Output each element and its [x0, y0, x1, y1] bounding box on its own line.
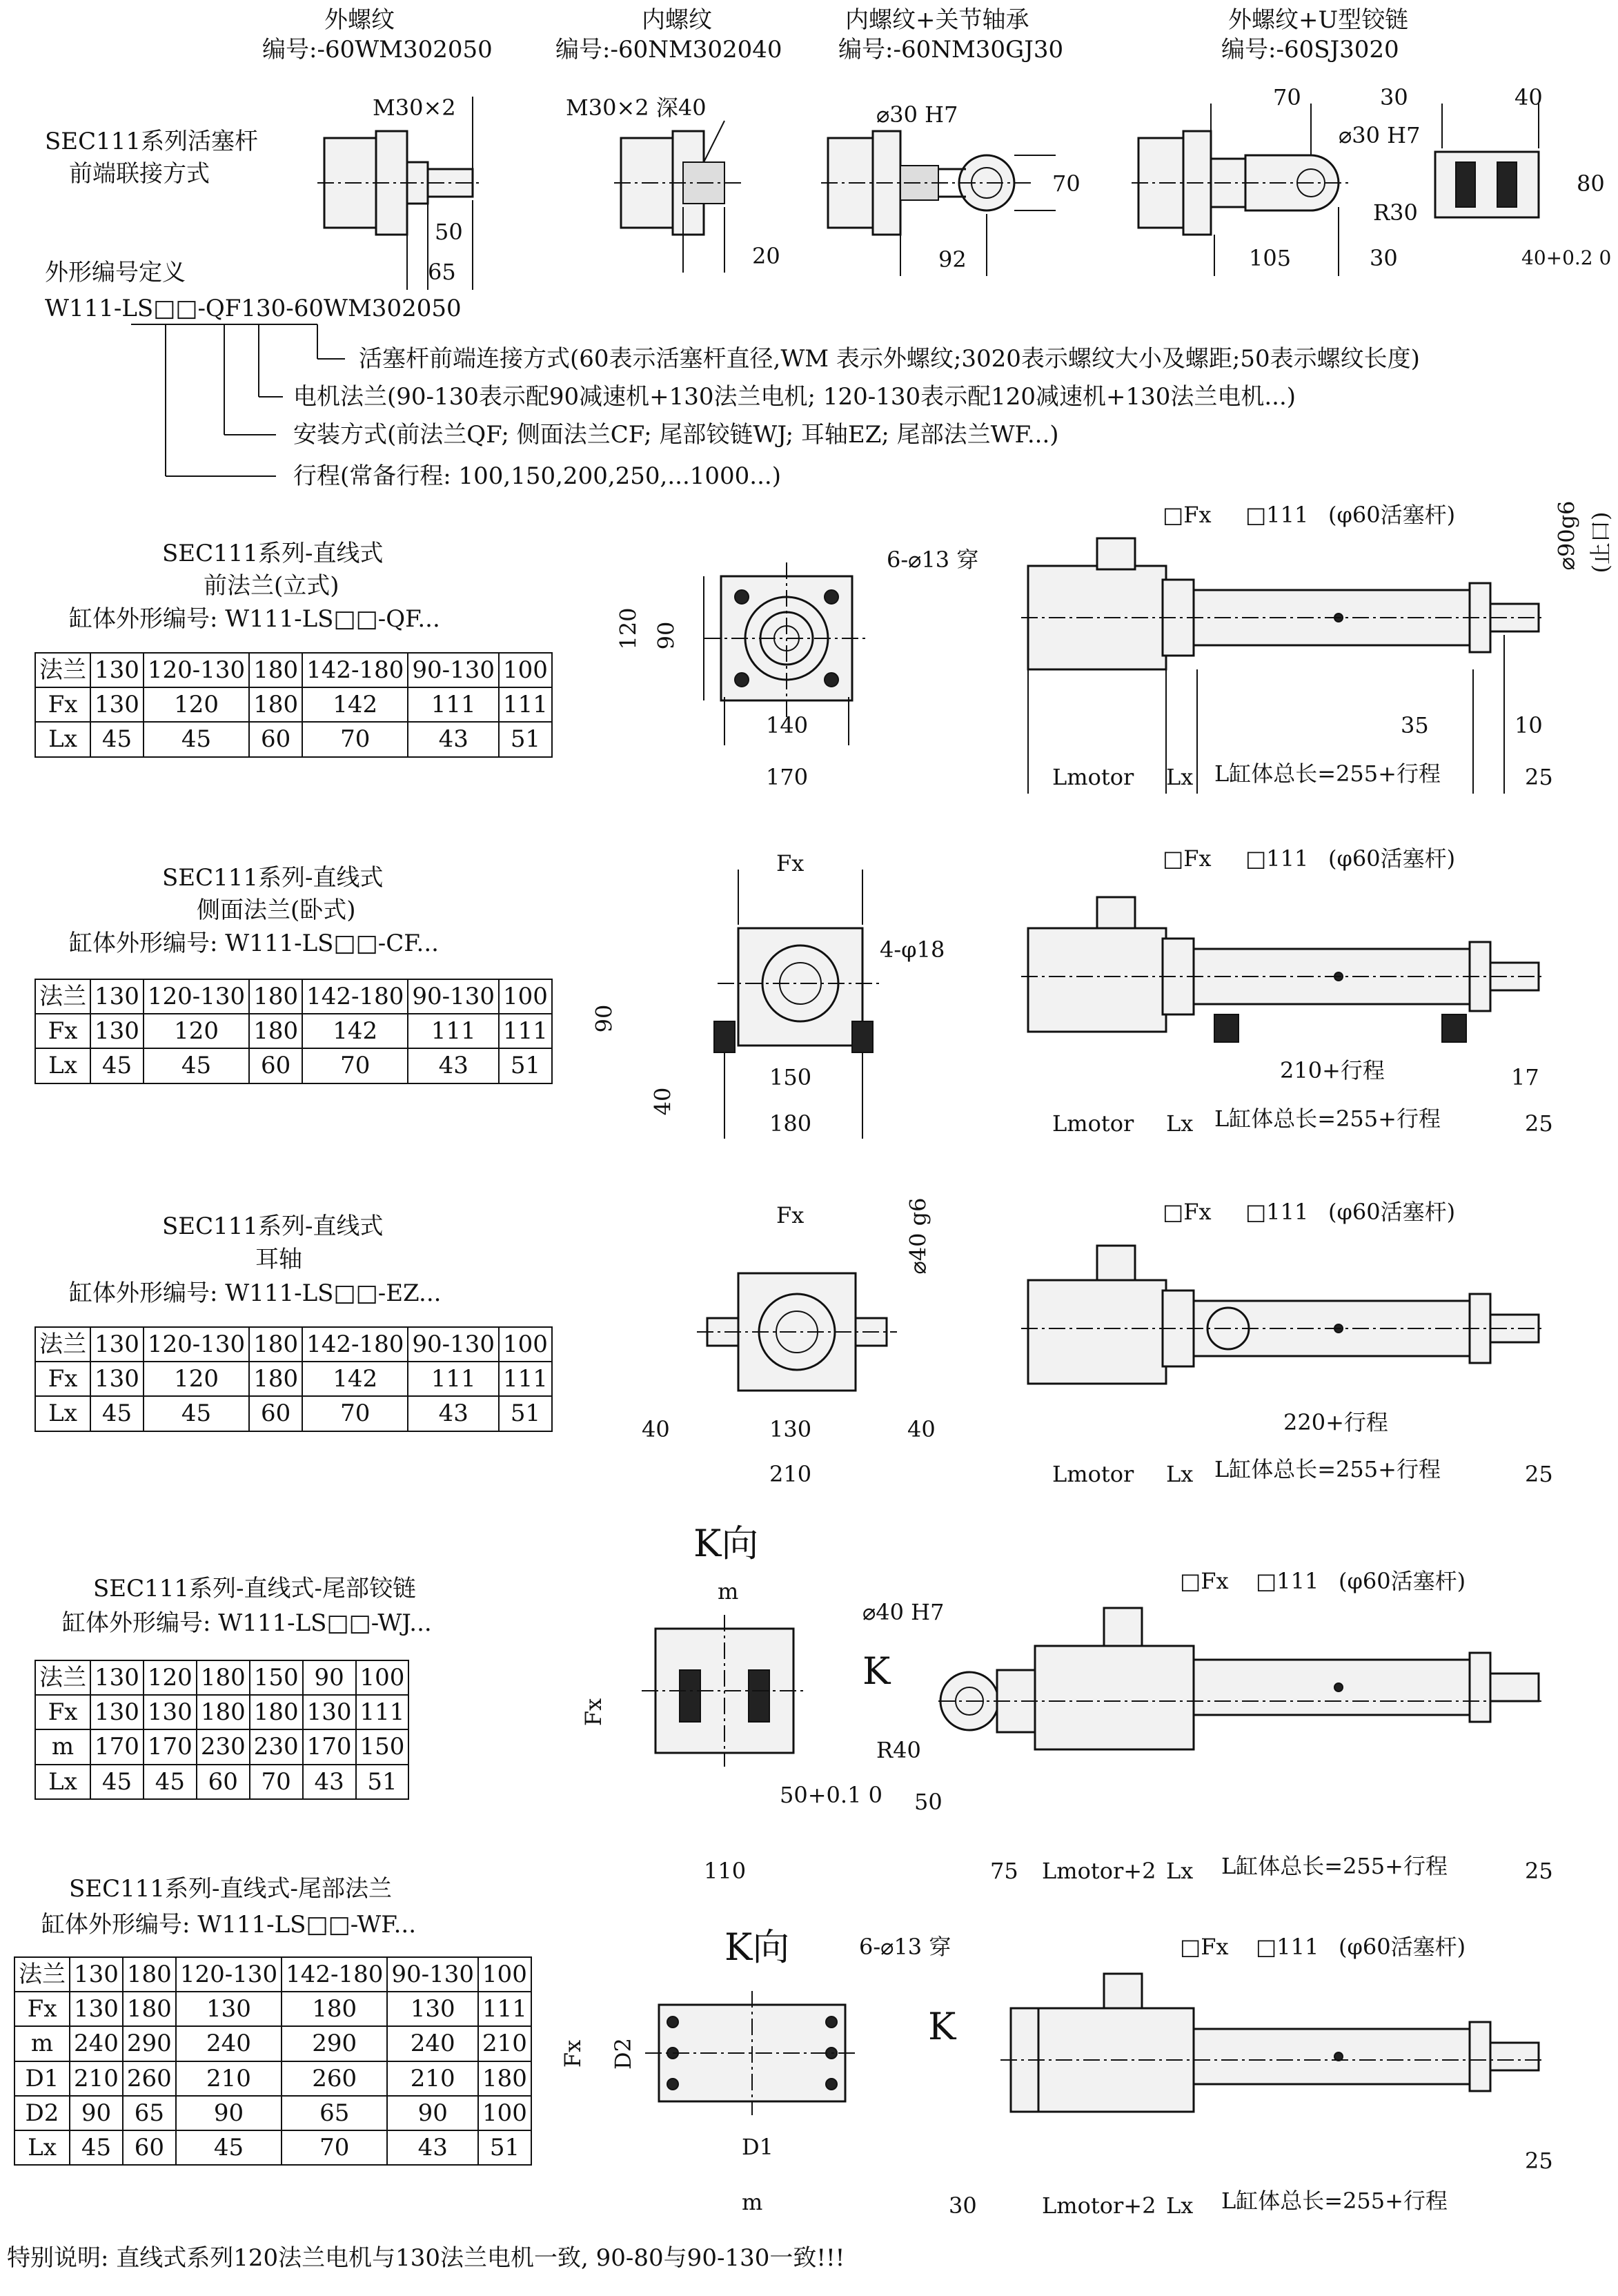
- qf-dim-170: 170: [766, 764, 809, 790]
- table-cell: 51: [499, 1048, 552, 1083]
- table-cell: 100: [478, 1957, 531, 1992]
- table-cell: 142-180: [282, 1957, 387, 1992]
- qf-dim-140: 140: [766, 712, 809, 738]
- wf-code: 缸体外形编号: W111-LS□□-WF...: [41, 1911, 417, 1939]
- table-cell: Lx: [35, 1396, 90, 1431]
- cf-dim-150: 150: [769, 1064, 812, 1090]
- ez-side-view: [1021, 1246, 1546, 1384]
- definition-title: 外形编号定义: [45, 259, 186, 286]
- qf-dim-90: 90: [653, 621, 680, 650]
- dim-clevis-40-tolerance: 40+0.2 0: [1521, 246, 1612, 269]
- table-cell: 230: [197, 1729, 250, 1764]
- wf-dim-m: m: [742, 2189, 763, 2215]
- table-cell: 120: [144, 1014, 249, 1048]
- table-cell: 290: [282, 2026, 387, 2061]
- table-cell: 210: [478, 2026, 531, 2061]
- table-row: [35, 1362, 552, 1396]
- cf-end-view: [714, 870, 883, 1139]
- table-cell: Fx: [14, 1992, 70, 2026]
- wf-dim-ltotal: L缸体总长=255+行程: [1221, 2188, 1448, 2214]
- cf-dim-fx-end: Fx: [776, 850, 805, 876]
- ez-end-view: [697, 1273, 897, 1391]
- wf-dim-hole: 6-⌀13 穿: [859, 1934, 951, 1960]
- wj-dim-50-side: 50: [914, 1789, 943, 1815]
- table-cell: 230: [250, 1729, 303, 1764]
- table-row: [35, 1729, 408, 1764]
- table-cell: 45: [144, 1765, 197, 1799]
- ez-dim-210: 210: [769, 1461, 812, 1487]
- table-row: [35, 1327, 552, 1362]
- table-cell: 170: [90, 1729, 144, 1764]
- qf-dim-lmotor: Lmotor: [1052, 764, 1134, 790]
- table-cell: 100: [499, 1327, 552, 1362]
- ez-dim-rod: (φ60活塞杆): [1328, 1199, 1456, 1225]
- wj-dim-r40: R40: [876, 1737, 921, 1763]
- table-cell: 60: [123, 2130, 176, 2165]
- table-cell: 111: [499, 1362, 552, 1396]
- qf-dim-stop: (止口): [1587, 511, 1614, 573]
- cf-side-view: [1021, 897, 1546, 1042]
- table-cell: 142-180: [302, 979, 408, 1014]
- table-cell: 43: [408, 722, 499, 756]
- table-cell: 111: [499, 687, 552, 722]
- table-cell: 180: [249, 979, 302, 1014]
- table-row: [35, 653, 552, 687]
- ez-subtitle: 耳轴: [255, 1246, 302, 1273]
- wf-dim-fx-end: Fx: [560, 2039, 586, 2068]
- dim-ext-thread: M30×2: [373, 95, 456, 121]
- table-cell: 60: [197, 1765, 250, 1799]
- table-cell: 法兰: [35, 1660, 90, 1695]
- definition-line-1: 活塞杆前端连接方式(60表示活塞杆直径,WM 表示外螺纹;3020表示螺纹大小及螺距;50表示螺纹长度): [359, 345, 1420, 373]
- table-cell: 240: [70, 2026, 123, 2061]
- table-cell: 260: [123, 2061, 176, 2096]
- cf-dim-180: 180: [769, 1110, 812, 1137]
- table-cell: 90: [70, 2096, 123, 2130]
- qf-dim-rod: (φ60活塞杆): [1328, 502, 1456, 528]
- qf-dim-dia: ⌀90g6: [1553, 500, 1580, 571]
- table-cell: 111: [356, 1695, 409, 1729]
- table-cell: 45: [144, 1396, 249, 1431]
- table-cell: 45: [90, 722, 144, 756]
- wj-dim-fx-end: Fx: [580, 1698, 607, 1727]
- rod-end-clevis: [1132, 104, 1539, 276]
- wj-dim-50: 50+0.1 0: [780, 1782, 882, 1808]
- table-cell: 260: [282, 2061, 387, 2096]
- table-cell: 45: [144, 722, 249, 756]
- definition-line-3: 安装方式(前法兰QF; 侧面法兰CF; 尾部铰链WJ; 耳轴EZ; 尾部法兰WF...): [293, 421, 1059, 449]
- wf-dim-fx: □Fx: [1180, 1934, 1229, 1960]
- qf-dim-25: 25: [1525, 764, 1553, 790]
- ez-dim-dia: ⌀40 g6: [905, 1197, 931, 1275]
- table-cell: Lx: [35, 1765, 90, 1799]
- rod-end-type-1-name: 外螺纹: [324, 6, 395, 34]
- wj-dim-111: □111: [1256, 1568, 1319, 1594]
- wj-k-view-label: K向: [693, 1522, 759, 1565]
- table-cell: D2: [14, 2096, 70, 2130]
- wj-dim-lmotor: Lmotor+2: [1042, 1858, 1156, 1884]
- table-cell: 130: [70, 1992, 123, 2026]
- table-cell: 43: [408, 1396, 499, 1431]
- ez-dim-25: 25: [1525, 1461, 1553, 1487]
- qf-dim-10: 10: [1515, 712, 1543, 738]
- table-row: [35, 722, 552, 756]
- table-row: [35, 1695, 408, 1729]
- table-cell: 111: [478, 1992, 531, 2026]
- table-cell: 180: [249, 687, 302, 722]
- cf-code: 缸体外形编号: W111-LS□□-CF...: [69, 930, 439, 957]
- wj-title: SEC111系列-直线式-尾部铰链: [93, 1575, 416, 1602]
- dim-joint-dia: ⌀30 H7: [876, 101, 958, 128]
- table-cell: 111: [408, 1014, 499, 1048]
- table-row: [14, 1957, 531, 1992]
- dim-ext-65: 65: [428, 259, 456, 285]
- table-row: [35, 1660, 408, 1695]
- wf-k-view-label: K向: [724, 1925, 790, 1969]
- table-cell: 70: [250, 1765, 303, 1799]
- wj-dim-110: 110: [704, 1858, 747, 1884]
- wf-side-view: [1000, 1974, 1546, 2112]
- rod-end-section-title: SEC111系列活塞杆: [45, 128, 259, 155]
- ez-dim-fx-end: Fx: [776, 1202, 805, 1228]
- table-cell: 90-130: [408, 1327, 499, 1362]
- table-cell: 180: [123, 1957, 176, 1992]
- cf-dim-lx: Lx: [1166, 1110, 1194, 1137]
- table-cell: 60: [249, 1048, 302, 1083]
- wf-dim-30: 30: [949, 2192, 977, 2219]
- wf-dim-lx: Lx: [1166, 2192, 1194, 2219]
- table-cell: 43: [408, 1048, 499, 1083]
- wj-dim-k: K: [862, 1649, 891, 1693]
- table-cell: m: [14, 2026, 70, 2061]
- cf-dim-40: 40: [649, 1087, 676, 1116]
- rod-end-type-4-name: 外螺纹+U型铰链: [1228, 6, 1409, 34]
- ez-dim-130: 130: [769, 1416, 812, 1442]
- table-cell: 210: [176, 2061, 282, 2096]
- table-cell: 法兰: [14, 1957, 70, 1992]
- cf-dim-rod: (φ60活塞杆): [1328, 845, 1456, 872]
- rod-end-type-1-code: 编号:-60WM302050: [262, 36, 493, 63]
- qf-spec-table: [34, 652, 553, 758]
- table-cell: 120-130: [176, 1957, 282, 1992]
- rod-end-type-2-code: 编号:-60NM302040: [555, 36, 782, 63]
- table-cell: 111: [499, 1014, 552, 1048]
- dim-clevis-30b: 30: [1370, 245, 1398, 271]
- ez-code: 缸体外形编号: W111-LS□□-EZ...: [69, 1279, 442, 1307]
- table-cell: 120: [144, 1362, 249, 1396]
- cf-dim-hole: 4-φ18: [880, 936, 945, 963]
- cf-title: SEC111系列-直线式: [162, 864, 384, 892]
- rod-end-external-thread: [317, 97, 483, 290]
- dim-clevis-70: 70: [1273, 84, 1301, 110]
- cf-dim-210: 210+行程: [1280, 1057, 1385, 1083]
- ez-spec-table: [34, 1326, 553, 1432]
- table-cell: Lx: [14, 2130, 70, 2165]
- table-cell: 70: [302, 1396, 408, 1431]
- table-cell: 180: [249, 1362, 302, 1396]
- table-cell: 180: [197, 1660, 250, 1695]
- qf-subtitle: 前法兰(立式): [204, 572, 339, 600]
- qf-dim-fx: □Fx: [1163, 502, 1212, 528]
- ez-dim-fx: □Fx: [1163, 1199, 1212, 1225]
- table-cell: 120-130: [144, 1327, 249, 1362]
- table-cell: 90-130: [387, 1957, 478, 1992]
- table-cell: 111: [408, 1362, 499, 1396]
- dim-joint-70: 70: [1052, 170, 1081, 197]
- wf-spec-table: [14, 1956, 532, 2166]
- table-cell: 290: [123, 2026, 176, 2061]
- table-cell: 130: [70, 1957, 123, 1992]
- wj-dim-25: 25: [1525, 1858, 1553, 1884]
- definition-line-4: 行程(常备行程: 100,150,200,250,...1000...): [293, 462, 781, 490]
- table-cell: 70: [302, 722, 408, 756]
- cf-spec-table: [34, 979, 553, 1084]
- dim-ext-50: 50: [435, 219, 463, 245]
- qf-dim-120: 120: [615, 607, 642, 650]
- table-cell: Fx: [35, 1014, 90, 1048]
- dim-clevis-30: 30: [1380, 84, 1408, 110]
- qf-dim-lx: Lx: [1166, 764, 1194, 790]
- rod-end-type-2-name: 内螺纹: [642, 6, 712, 34]
- ez-dim-40b: 40: [907, 1416, 936, 1442]
- table-cell: 65: [282, 2096, 387, 2130]
- table-cell: 100: [356, 1660, 409, 1695]
- dim-clevis-80: 80: [1577, 170, 1605, 197]
- table-cell: 210: [387, 2061, 478, 2096]
- table-row: [14, 1992, 531, 2026]
- table-cell: 111: [408, 687, 499, 722]
- wj-dim-75: 75: [990, 1858, 1018, 1884]
- table-cell: 法兰: [35, 979, 90, 1014]
- table-cell: 60: [249, 1396, 302, 1431]
- table-cell: 180: [282, 1992, 387, 2026]
- qf-dim-ltotal: L缸体总长=255+行程: [1214, 761, 1441, 787]
- wj-dim-ltotal: L缸体总长=255+行程: [1221, 1853, 1448, 1879]
- table-cell: 120-130: [144, 653, 249, 687]
- table-cell: 45: [70, 2130, 123, 2165]
- table-cell: 100: [499, 979, 552, 1014]
- ez-dim-40a: 40: [642, 1416, 670, 1442]
- wj-k-view: [642, 1615, 807, 1767]
- table-cell: 130: [90, 687, 144, 722]
- wf-title: SEC111系列-直线式-尾部法兰: [69, 1875, 392, 1903]
- table-cell: 130: [144, 1695, 197, 1729]
- wj-spec-table: [34, 1660, 409, 1800]
- table-cell: 150: [250, 1660, 303, 1695]
- table-cell: 45: [90, 1048, 144, 1083]
- table-cell: 130: [90, 1327, 144, 1362]
- table-cell: 142: [302, 1014, 408, 1048]
- definition-line-2: 电机法兰(90-130表示配90减速机+130法兰电机; 120-130表示配120减速机+130法兰电机...): [293, 383, 1296, 411]
- cf-dim-90: 90: [591, 1004, 618, 1033]
- table-row: [35, 687, 552, 722]
- table-cell: 90: [387, 2096, 478, 2130]
- cf-dim-ltotal: L缸体总长=255+行程: [1214, 1106, 1441, 1132]
- cf-dim-111: □111: [1245, 845, 1309, 872]
- qf-dim-111: □111: [1245, 502, 1309, 528]
- wf-dim-111: □111: [1256, 1934, 1319, 1960]
- table-cell: 130: [90, 1695, 144, 1729]
- table-cell: 130: [90, 1014, 144, 1048]
- table-cell: 51: [356, 1765, 409, 1799]
- table-cell: 142: [302, 1362, 408, 1396]
- cf-dim-17: 17: [1511, 1064, 1539, 1090]
- rod-end-type-4-code: 编号:-60SJ3020: [1221, 36, 1399, 63]
- wf-dim-lmotor: Lmotor+2: [1042, 2192, 1156, 2219]
- cf-subtitle: 侧面法兰(卧式): [197, 896, 356, 924]
- table-cell: 90: [176, 2096, 282, 2130]
- table-cell: 43: [387, 2130, 478, 2165]
- table-cell: m: [35, 1729, 90, 1764]
- dim-int-thread: M30×2 深40: [566, 95, 707, 121]
- table-cell: 100: [478, 2096, 531, 2130]
- ez-title: SEC111系列-直线式: [162, 1213, 384, 1240]
- qf-side-view: [1021, 538, 1546, 794]
- ez-dim-220: 220+行程: [1283, 1409, 1388, 1435]
- table-cell: 45: [144, 1048, 249, 1083]
- qf-dim-35: 35: [1401, 712, 1429, 738]
- wf-dim-k: K: [928, 2005, 956, 2048]
- table-cell: 170: [144, 1729, 197, 1764]
- dim-joint-92: 92: [938, 246, 967, 273]
- table-row: [14, 2130, 531, 2165]
- wj-dim-dia: ⌀40 H7: [862, 1599, 945, 1625]
- table-cell: 43: [303, 1765, 356, 1799]
- wj-dim-rod: (φ60活塞杆): [1339, 1568, 1466, 1594]
- table-cell: 130: [90, 979, 144, 1014]
- ez-dim-lmotor: Lmotor: [1052, 1461, 1134, 1487]
- wf-dim-d2: D2: [610, 2037, 637, 2070]
- wf-dim-25: 25: [1525, 2148, 1553, 2174]
- table-cell: 51: [499, 722, 552, 756]
- table-row: [35, 1048, 552, 1083]
- table-cell: 90-130: [408, 653, 499, 687]
- table-cell: 170: [303, 1729, 356, 1764]
- table-cell: 130: [90, 1660, 144, 1695]
- table-row: [35, 1765, 408, 1799]
- table-cell: 120-130: [144, 979, 249, 1014]
- qf-code: 缸体外形编号: W111-LS□□-QF...: [69, 605, 440, 633]
- dim-int-20: 20: [752, 243, 780, 269]
- dim-clevis-r30: R30: [1373, 199, 1418, 226]
- table-cell: 100: [499, 653, 552, 687]
- ez-dim-lx: Lx: [1166, 1461, 1194, 1487]
- table-cell: 180: [249, 653, 302, 687]
- dim-clevis-dia: ⌀30 H7: [1339, 122, 1421, 148]
- dim-clevis-40: 40: [1515, 84, 1543, 110]
- table-cell: 130: [90, 653, 144, 687]
- table-cell: Lx: [35, 1048, 90, 1083]
- table-cell: 142-180: [302, 653, 408, 687]
- qf-dim-hole: 6-⌀13 穿: [887, 547, 979, 573]
- table-cell: 180: [250, 1695, 303, 1729]
- wf-dim-d1: D1: [742, 2134, 774, 2160]
- table-cell: 130: [387, 1992, 478, 2026]
- cf-dim-fx: □Fx: [1163, 845, 1212, 872]
- rod-end-type-3-code: 编号:-60NM30GJ30: [838, 36, 1064, 63]
- table-cell: 120: [144, 687, 249, 722]
- wf-dim-rod: (φ60活塞杆): [1339, 1934, 1466, 1960]
- table-cell: 240: [387, 2026, 478, 2061]
- table-row: [35, 1014, 552, 1048]
- table-cell: D1: [14, 2061, 70, 2096]
- table-cell: Fx: [35, 687, 90, 722]
- table-cell: 180: [197, 1695, 250, 1729]
- wj-code: 缸体外形编号: W111-LS□□-WJ...: [62, 1609, 432, 1637]
- qf-title: SEC111系列-直线式: [162, 540, 384, 567]
- wj-dim-lx: Lx: [1166, 1858, 1194, 1884]
- table-cell: 180: [123, 1992, 176, 2026]
- wj-dim-m: m: [718, 1578, 739, 1605]
- table-cell: 130: [90, 1362, 144, 1396]
- wj-side-view: [938, 1608, 1546, 1749]
- table-cell: 65: [123, 2096, 176, 2130]
- table-cell: 210: [70, 2061, 123, 2096]
- table-row: [14, 2026, 531, 2061]
- table-cell: 45: [90, 1396, 144, 1431]
- table-cell: 法兰: [35, 653, 90, 687]
- table-cell: 70: [302, 1048, 408, 1083]
- definition-code: W111-LS□□-QF130-60WM302050: [45, 295, 462, 322]
- table-row: [14, 2096, 531, 2130]
- rod-end-section-subtitle: 前端联接方式: [69, 160, 210, 188]
- table-row: [14, 2061, 531, 2096]
- rod-end-internal-thread: [614, 121, 745, 273]
- table-cell: 120: [144, 1660, 197, 1695]
- table-cell: Lx: [35, 722, 90, 756]
- rod-end-type-3-name: 内螺纹+关节轴承: [845, 6, 1029, 34]
- table-row: [35, 979, 552, 1014]
- table-cell: 51: [478, 2130, 531, 2165]
- table-cell: Fx: [35, 1362, 90, 1396]
- table-cell: 130: [303, 1695, 356, 1729]
- table-cell: 142: [302, 687, 408, 722]
- table-cell: 180: [478, 2061, 531, 2096]
- table-cell: 240: [176, 2026, 282, 2061]
- table-cell: 90-130: [408, 979, 499, 1014]
- cf-dim-lmotor: Lmotor: [1052, 1110, 1134, 1137]
- table-cell: 180: [249, 1014, 302, 1048]
- wf-k-view: [645, 1991, 859, 2115]
- table-cell: 142-180: [302, 1327, 408, 1362]
- table-cell: 150: [356, 1729, 409, 1764]
- table-cell: 130: [176, 1992, 282, 2026]
- cf-dim-25: 25: [1525, 1110, 1553, 1137]
- table-cell: Fx: [35, 1695, 90, 1729]
- table-cell: 180: [249, 1327, 302, 1362]
- table-row: [35, 1396, 552, 1431]
- footer-note: 特别说明: 直线式系列120法兰电机与130法兰电机一致, 90-80与90-130一致!!!: [7, 2244, 845, 2272]
- table-cell: 法兰: [35, 1327, 90, 1362]
- table-cell: 45: [176, 2130, 282, 2165]
- ez-dim-ltotal: L缸体总长=255+行程: [1214, 1456, 1441, 1482]
- table-cell: 45: [90, 1765, 144, 1799]
- wj-dim-fx: □Fx: [1180, 1568, 1229, 1594]
- table-cell: 90: [303, 1660, 356, 1695]
- table-cell: 60: [249, 722, 302, 756]
- dim-clevis-105: 105: [1249, 245, 1292, 271]
- table-cell: 70: [282, 2130, 387, 2165]
- ez-dim-111: □111: [1245, 1199, 1309, 1225]
- table-cell: 51: [499, 1396, 552, 1431]
